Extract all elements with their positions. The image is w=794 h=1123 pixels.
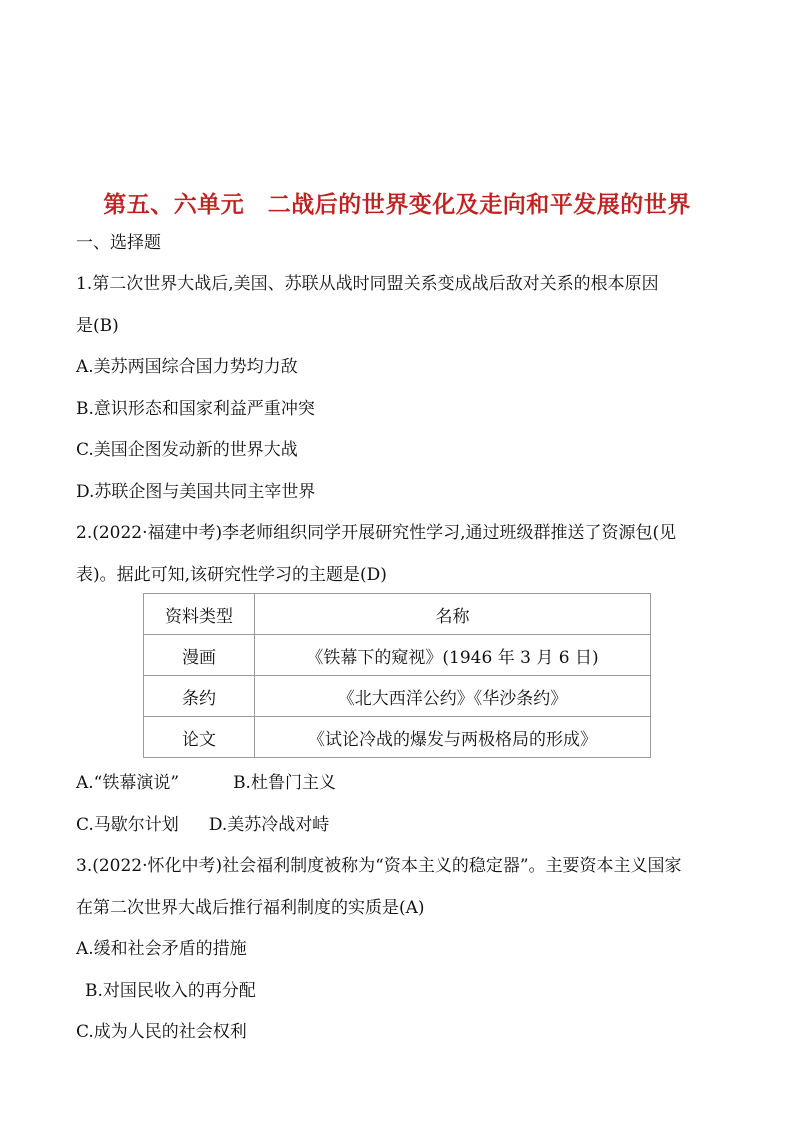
question-1-stem-line-1: 1.第二次世界大战后,美国、苏联从战时同盟关系变成战后敌对关系的根本原因 — [76, 274, 659, 294]
question-3-option-b: B.对国民收入的再分配 — [85, 981, 256, 1001]
question-1-option-c: C.美国企图发动新的世界大战 — [76, 440, 298, 460]
question-2-stem-line-2: 表)。据此可知,该研究性学习的主题是(D) — [76, 565, 387, 585]
question-2-option-a: A.“铁幕演说” — [76, 773, 180, 793]
resource-table — [143, 593, 651, 758]
question-1-option-d: D.苏联企图与美国共同主宰世界 — [76, 482, 316, 502]
question-2-option-c: C.马歇尔计划 — [76, 815, 179, 835]
question-1-stem-line-2: 是(B) — [76, 316, 119, 336]
table-cell: 漫画 — [144, 635, 255, 676]
question-2-stem-line-1: 2.(2022·福建中考)李老师组织同学开展研究性学习,通过班级群推送了资源包(见 — [76, 523, 677, 543]
table-cell: 《试论冷战的爆发与两极格局的形成》 — [255, 717, 651, 758]
table-header-cell: 资料类型 — [144, 594, 255, 635]
question-3-stem-line-2: 在第二次世界大战后推行福利制度的实质是(A) — [76, 898, 425, 918]
table-row — [144, 717, 651, 758]
question-3-option-a: A.缓和社会矛盾的措施 — [76, 939, 247, 959]
table-cell: 《北大西洋公约》《华沙条约》 — [255, 676, 651, 717]
table-cell: 论文 — [144, 717, 255, 758]
table-header-row — [144, 594, 651, 635]
question-3-stem-line-1: 3.(2022·怀化中考)社会福利制度被称为“资本主义的稳定器”。主要资本主义国家 — [76, 856, 682, 876]
page-title: 第五、六单元 二战后的世界变化及走向和平发展的世界 — [103, 192, 691, 218]
question-1-option-a: A.美苏两国综合国力势均力敌 — [76, 357, 298, 377]
question-2-options-row-2 — [76, 814, 329, 836]
question-2-option-d: D.美苏冷战对峙 — [208, 815, 330, 835]
table-row — [144, 676, 651, 717]
table-cell: 《铁幕下的窥视》(1946 年 3 月 6 日) — [255, 635, 651, 676]
question-3-option-c: C.成为人民的社会权利 — [76, 1022, 247, 1042]
table-cell: 条约 — [144, 676, 255, 717]
table-row — [144, 635, 651, 676]
question-2-options-row-1 — [76, 772, 336, 794]
table-header-cell: 名称 — [255, 594, 651, 635]
section-heading: 一、选择题 — [76, 233, 161, 253]
question-1-option-b: B.意识形态和国家利益严重冲突 — [76, 399, 315, 419]
question-2-option-b: B.杜鲁门主义 — [233, 773, 336, 793]
